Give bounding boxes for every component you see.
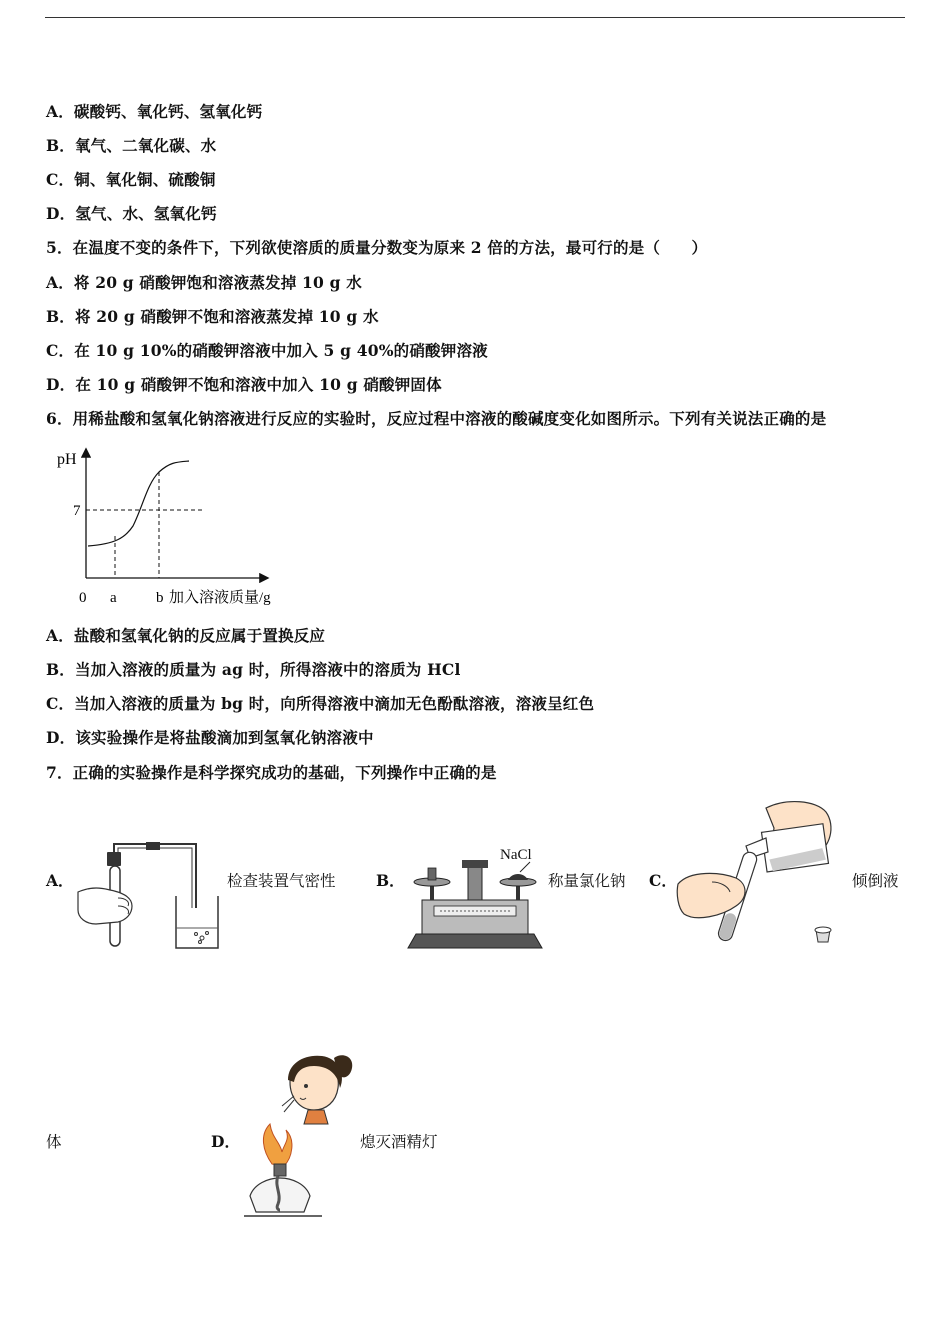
origin-label: 0 <box>79 590 87 606</box>
q5-option-d: D．在 10 g 硝酸钾不饱和溶液中加入 10 g 硝酸钾固体 <box>46 375 442 394</box>
y-axis-label: pH <box>57 451 77 468</box>
x-tick-a: a <box>110 590 117 606</box>
header-rule <box>45 17 905 18</box>
q7-option-b-label: B． <box>376 871 405 890</box>
x-tick-b: b <box>156 590 164 606</box>
q7-option-d-label: D． <box>211 1132 240 1151</box>
q7-option-a-label: A． <box>46 871 74 890</box>
ph-graph <box>55 440 295 615</box>
q6-option-d: D．该实验操作是将盐酸滴加到氢氧化钠溶液中 <box>46 728 374 747</box>
q7-option-b-caption: 称量氯化钠 <box>548 872 626 890</box>
q7-option-d-caption: 熄灭酒精灯 <box>360 1133 438 1151</box>
q4-option-d: D．氢气、水、氢氧化钙 <box>46 204 217 223</box>
q5-option-a: A．将 20 g 硝酸钾饱和溶液蒸发掉 10 g 水 <box>46 273 362 292</box>
q7-option-c-caption: 倾倒液 <box>852 872 899 890</box>
airtightness-check-illustration <box>76 840 224 952</box>
q6-option-b: B．当加入溶液的质量为 ag 时，所得溶液中的溶质为 HCl <box>46 660 461 679</box>
nacl-label: NaCl <box>500 847 532 863</box>
y-tick-7: 7 <box>73 503 81 519</box>
extinguish-lamp-illustration <box>242 1052 356 1222</box>
q7-stem: 7．正确的实验操作是科学探究成功的基础，下列操作中正确的是 <box>46 763 497 782</box>
q5-stem: 5．在温度不变的条件下，下列欲使溶质的质量分数变为原来 2 倍的方法，最可行的是（ ） <box>46 238 708 257</box>
q4-option-c: C．铜、氧化铜、硫酸铜 <box>46 170 216 189</box>
q5-option-c: C．在 10 g 10%的硝酸钾溶液中加入 5 g 40%的硝酸钾溶液 <box>46 341 488 360</box>
q4-option-a: A．碳酸钙、氧化钙、氢氧化钙 <box>46 102 263 121</box>
q7-option-c-label: C． <box>649 871 677 890</box>
q5-option-b: B．将 20 g 硝酸钾不饱和溶液蒸发掉 10 g 水 <box>46 307 379 326</box>
q6-option-a: A．盐酸和氢氧化钠的反应属于置换反应 <box>46 626 326 645</box>
x-axis-label: 加入溶液质量/g <box>169 590 271 606</box>
q7-option-c-caption-continued: 体 <box>46 1133 62 1151</box>
q6-stem: 6．用稀盐酸和氢氧化钠溶液进行反应的实验时，反应过程中溶液的酸碱度变化如图所示。下列有关说法正确的是 <box>46 409 827 428</box>
pouring-liquid-illustration <box>676 798 846 950</box>
q4-option-b: B．氧气、二氧化碳、水 <box>46 136 217 155</box>
balance-illustration <box>404 840 546 952</box>
q7-option-a-caption: 检查装置气密性 <box>227 872 336 890</box>
q6-option-c: C．当加入溶液的质量为 bg 时，向所得溶液中滴加无色酚酞溶液，溶液呈红色 <box>46 694 595 713</box>
ph-curve <box>88 461 189 546</box>
